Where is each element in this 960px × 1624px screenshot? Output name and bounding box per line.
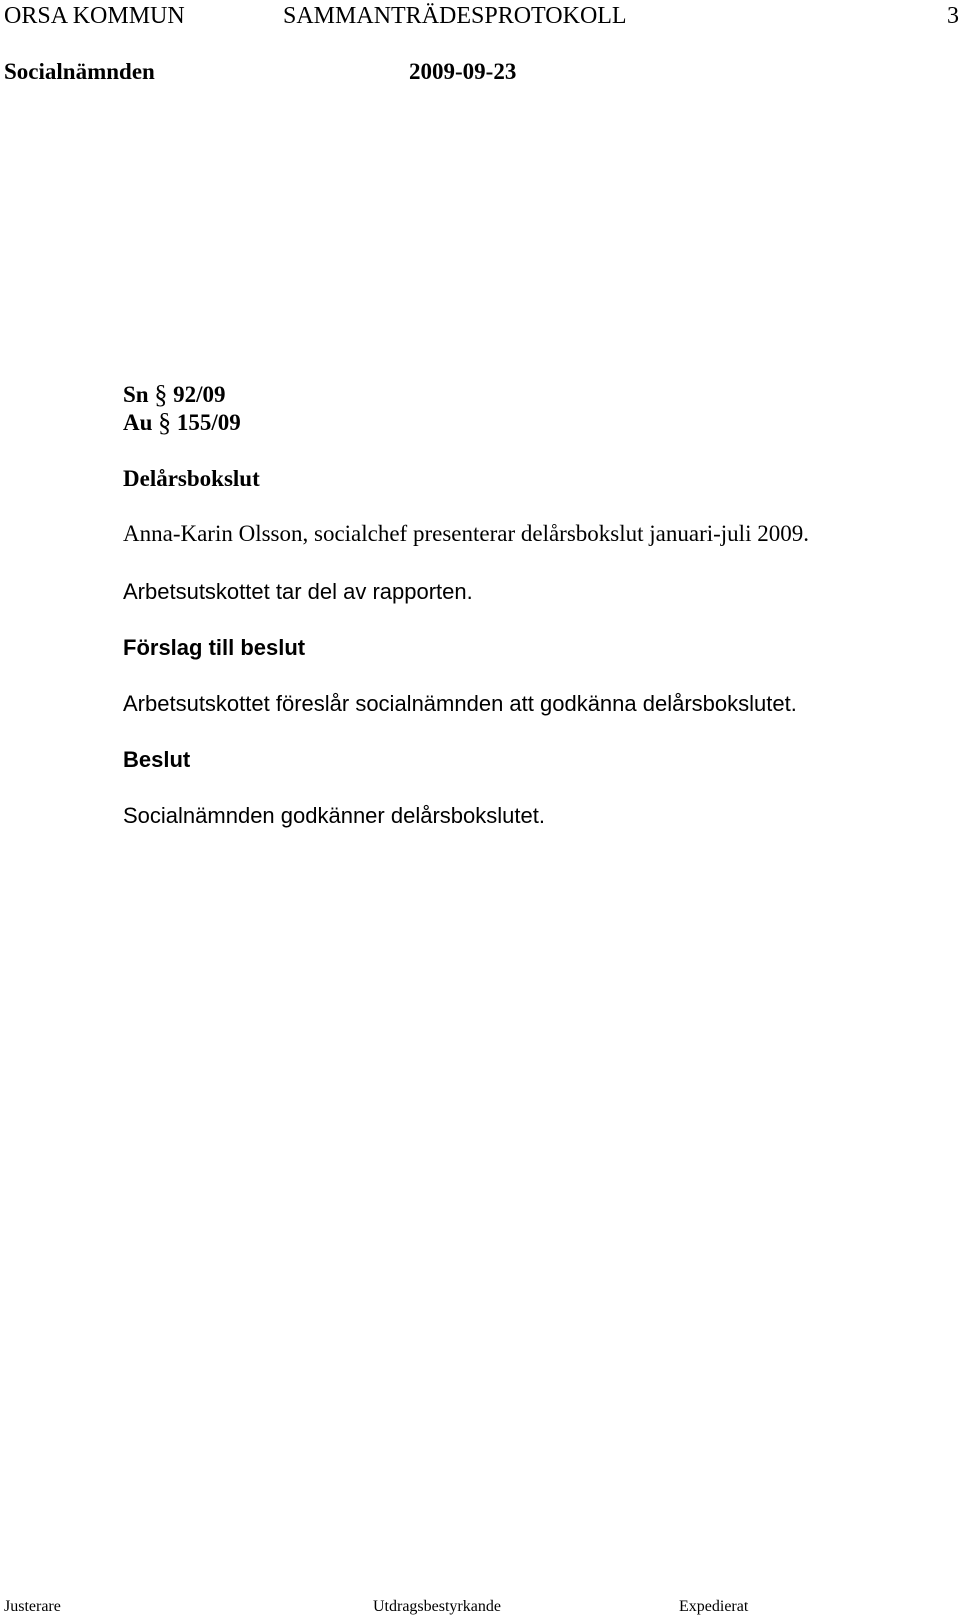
sn-prefix: Sn	[123, 382, 149, 407]
sn-number: 92/09	[173, 382, 226, 407]
heading-decision: Beslut	[123, 747, 191, 772]
au-number: 155/09	[176, 410, 241, 435]
section-symbol: §	[158, 408, 172, 437]
heading-proposal: Förslag till beslut	[123, 635, 306, 660]
au-reference	[123, 408, 241, 437]
paragraph-presentation: Anna-Karin Olsson, socialchef presenterar delårsbokslut januari-juli 2009.	[123, 521, 809, 546]
au-prefix: Au	[123, 410, 153, 435]
committee-name: Socialnämnden	[4, 59, 155, 84]
paragraph-noted: Arbetsutskottet tar del av rapporten.	[123, 579, 473, 604]
paragraph-decision: Socialnämnden godkänner delårsbokslutet.	[123, 803, 545, 828]
document-type: SAMMANTRÄDESPROTOKOLL	[283, 3, 627, 29]
sn-reference	[123, 380, 225, 409]
footer-utdragsbestyrkande: Utdragsbestyrkande	[373, 1598, 501, 1615]
meeting-date: 2009-09-23	[409, 59, 517, 84]
footer-expedierat: Expedierat	[679, 1598, 749, 1615]
item-title: Delårsbokslut	[123, 466, 260, 491]
page-number: 3	[947, 3, 959, 29]
footer-justerare: Justerare	[4, 1598, 61, 1615]
organization-name: ORSA KOMMUN	[4, 3, 185, 29]
section-symbol: §	[154, 380, 168, 409]
paragraph-proposal: Arbetsutskottet föreslår socialnämnden att godkänna delårsbokslutet.	[123, 691, 797, 716]
